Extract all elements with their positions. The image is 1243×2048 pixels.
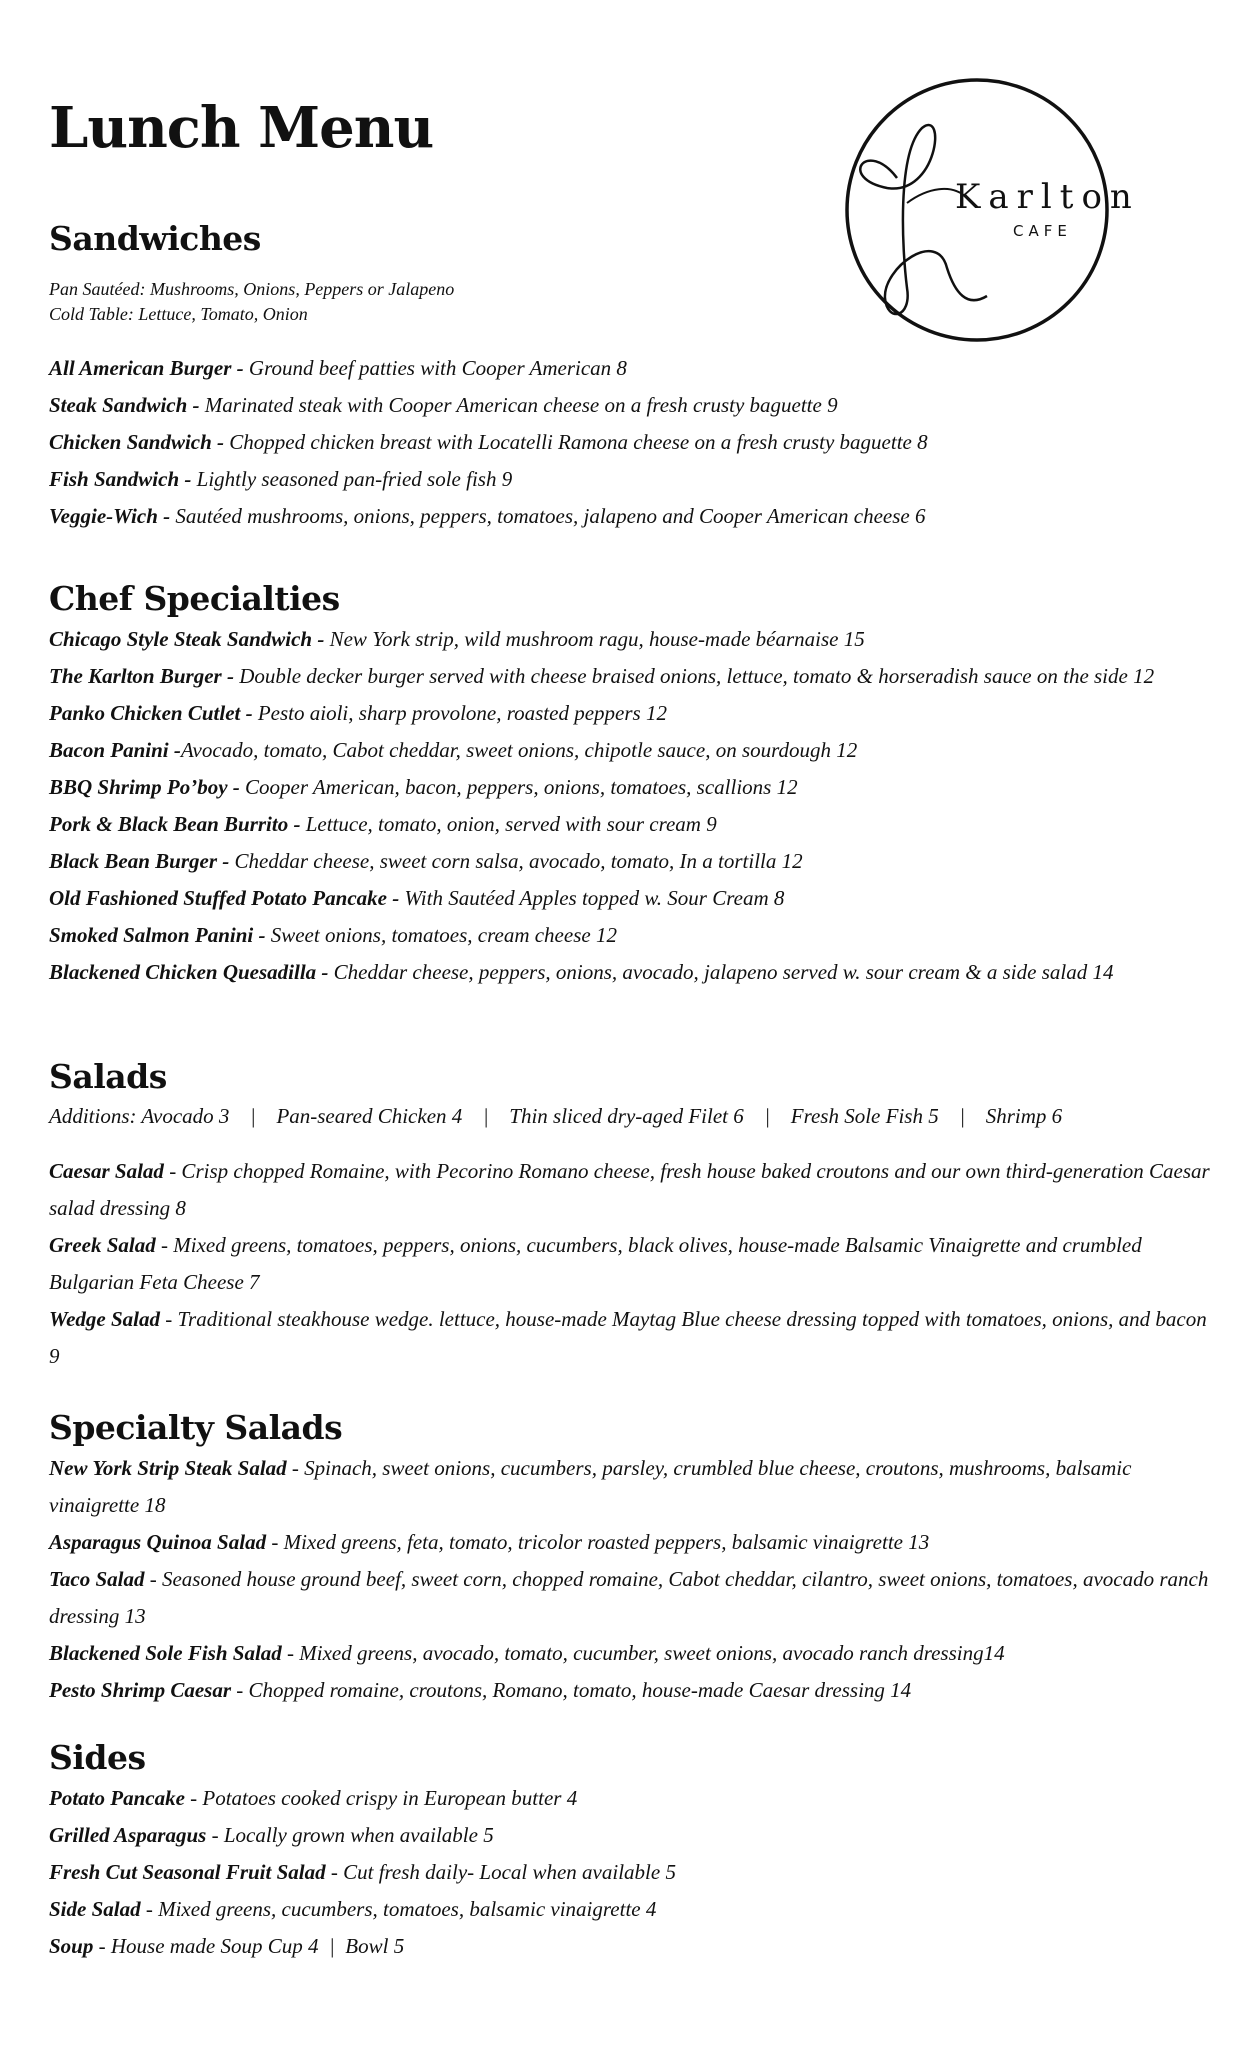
menu-item-name: Bacon Panini - (49, 738, 181, 762)
salads-list (49, 1153, 1219, 1375)
menu-item (49, 917, 1219, 954)
menu-item-description: Pesto aioli, sharp provolone, roasted peppers 12 (252, 701, 667, 725)
menu-item (49, 1227, 1219, 1301)
menu-item-name: Panko Chicken Cutlet - (49, 701, 253, 725)
menu-item (49, 658, 1219, 695)
menu-item-description: Avocado, tomato, Cabot cheddar, sweet onions, chipotle sauce, on sourdough 12 (180, 738, 858, 762)
menu-item-description: New York strip, wild mushroom ragu, house-made béarnaise 15 (324, 627, 865, 651)
menu-item (49, 1780, 1219, 1817)
menu-item (49, 387, 1219, 424)
menu-item-description: - Mixed greens, cucumbers, tomatoes, balsamic vinaigrette 4 (140, 1897, 657, 1921)
addition-item: Pan-seared Chicken 4 (276, 1104, 463, 1128)
menu-item-description: Ground beef patties with Cooper American 8 (243, 356, 627, 380)
section-heading-specialty-salads: Specialty Salads (49, 1408, 343, 1447)
menu-item (49, 1891, 1219, 1928)
menu-item-name: Pork & Black Bean Burrito - (49, 812, 301, 836)
menu-item-name: Blackened Chicken Quesadilla - (49, 960, 329, 984)
menu-item-name: Chicken Sandwich - (49, 430, 225, 454)
menu-item (49, 1301, 1219, 1375)
menu-item-name: Potato Pancake (49, 1786, 185, 1810)
menu-item (49, 954, 1219, 991)
specialty-salads-list (49, 1450, 1219, 1709)
menu-item-description: Lightly seasoned pan-fried sole fish 9 (191, 467, 513, 491)
section-heading-chef-specialties: Chef Specialties (49, 579, 340, 618)
menu-item-description: Sweet onions, tomatoes, cream cheese 12 (265, 923, 617, 947)
logo-sub: CAFE (1013, 222, 1072, 240)
menu-item (49, 880, 1219, 917)
menu-item-description: Cheddar cheese, sweet corn salsa, avocado, tomato, In a tortilla 12 (229, 849, 803, 873)
menu-item-description: - Mixed greens, feta, tomato, tricolor roasted peppers, balsamic vinaigrette 13 (266, 1530, 930, 1554)
menu-item (49, 1928, 1219, 1965)
addition-separator: | (482, 1104, 489, 1128)
addition-separator: | (764, 1104, 771, 1128)
menu-item-name: The Karlton Burger - (49, 664, 234, 688)
menu-item-name: Old Fashioned Stuffed Potato Pancake - (49, 886, 400, 910)
menu-item-name: Steak Sandwich - (49, 393, 200, 417)
menu-item-name: Asparagus Quinoa Salad (49, 1530, 267, 1554)
menu-item-description: - Locally grown when available 5 (206, 1823, 494, 1847)
logo-brand: Karlton (955, 177, 1140, 217)
menu-item-name: Black Bean Burger - (49, 849, 230, 873)
addition-separator: | (250, 1104, 256, 1128)
menu-item-description: - Mixed greens, tomatoes, peppers, onions, cucumbers, black olives, house-made Balsamic Vinaigrette and crumbled Bulgarian Feta Cheese 7 (49, 1233, 1142, 1294)
menu-item-description: Cooper American, bacon, peppers, onions, tomatoes, scallions 12 (239, 775, 798, 799)
menu-item-description: With Sautéed Apples topped w. Sour Cream 8 (399, 886, 785, 910)
menu-item-name: New York Strip Steak Salad (49, 1456, 287, 1480)
menu-item (49, 1524, 1219, 1561)
menu-item-description: - Mixed greens, avocado, tomato, cucumber, sweet onions, avocado ranch dressing14 (281, 1641, 1005, 1665)
chef-specialties-list (49, 621, 1219, 991)
menu-item-description: - Chopped romaine, croutons, Romano, tomato, house-made Caesar dressing 14 (231, 1678, 912, 1702)
menu-item-description: - Potatoes cooked crispy in European butter 4 (184, 1786, 578, 1810)
menu-item-description: - House made Soup Cup 4 | Bowl 5 (93, 1934, 405, 1958)
menu-item-name: Caesar Salad (49, 1159, 164, 1183)
section-heading-sandwiches: Sandwiches (49, 219, 261, 258)
menu-item-name: Pesto Shrimp Caesar (49, 1678, 232, 1702)
menu-item-description: - Spinach, sweet onions, cucumbers, parsley, crumbled blue cheese, croutons, mushrooms, balsamic vinaigrette 18 (49, 1456, 1132, 1517)
menu-item-name: Fresh Cut Seasonal Fruit Salad (49, 1860, 326, 1884)
menu-item-description: Sautéed mushrooms, onions, peppers, tomatoes, jalapeno and Cooper American cheese 6 (170, 504, 926, 528)
menu-item (49, 461, 1219, 498)
menu-item-name: Chicago Style Steak Sandwich - (49, 627, 325, 651)
addition-item: Thin sliced dry-aged Filet 6 (509, 1104, 744, 1128)
menu-item-description: - Seasoned house ground beef, sweet corn, chopped romaine, Cabot cheddar, cilantro, sweet onions, tomatoes, avocado ranch dressing 13 (49, 1567, 1209, 1628)
menu-item (49, 1450, 1219, 1524)
addition-separator: | (959, 1104, 966, 1128)
menu-item (49, 1817, 1219, 1854)
menu-item (49, 498, 1219, 535)
menu-item-name: Side Salad (49, 1897, 141, 1921)
menu-item-name: Grilled Asparagus (49, 1823, 207, 1847)
menu-item-name: Smoked Salmon Panini - (49, 923, 266, 947)
menu-item-description: - Traditional steakhouse wedge. lettuce, house-made Maytag Blue cheese dressing topped with tomatoes, onions, and bacon 9 (49, 1307, 1207, 1368)
menu-item-name: Fish Sandwich - (49, 467, 192, 491)
menu-item-name: Greek Salad (49, 1233, 156, 1257)
karlton-cafe-logo (827, 68, 1140, 348)
section-heading-sides: Sides (49, 1738, 146, 1777)
menu-item-description: Chopped chicken breast with Locatelli Ramona cheese on a fresh crusty baguette 8 (224, 430, 928, 454)
menu-item-name: Veggie-Wich - (49, 504, 171, 528)
menu-item-name: Taco Salad (49, 1567, 145, 1591)
menu-item-description: - Crisp chopped Romaine, with Pecorino Romano cheese, fresh house baked croutons and our own third-generation Caesar salad dressing 8 (49, 1159, 1210, 1220)
sandwich-note-cold: Cold Table: Lettuce, Tomato, Onion (49, 304, 308, 324)
menu-item-name: All American Burger - (49, 356, 244, 380)
menu-item-description: Marinated steak with Cooper American cheese on a fresh crusty baguette 9 (199, 393, 838, 417)
menu-item-name: BBQ Shrimp Po’boy - (49, 775, 240, 799)
section-heading-salads: Salads (49, 1057, 167, 1096)
sides-list (49, 1780, 1219, 1965)
addition-item: Additions: Avocado 3 (49, 1104, 230, 1128)
menu-item (49, 1635, 1219, 1672)
menu-item (49, 1672, 1219, 1709)
menu-item-name: Wedge Salad (49, 1307, 161, 1331)
menu-item (49, 806, 1219, 843)
menu-item-description: Lettuce, tomato, onion, served with sour cream 9 (300, 812, 717, 836)
addition-item: Shrimp 6 (985, 1104, 1063, 1128)
menu-item-description: Double decker burger served with cheese braised onions, lettuce, tomato & horseradish sauce on the side 12 (233, 664, 1155, 688)
menu-item-description: - Cut fresh daily- Local when available 5 (325, 1860, 676, 1884)
menu-item (49, 350, 1219, 387)
menu-item (49, 695, 1219, 732)
menu-item (49, 1561, 1219, 1635)
menu-item-description: Cheddar cheese, peppers, onions, avocado, jalapeno served w. sour cream & a side salad 14 (328, 960, 1114, 984)
salad-additions (49, 1101, 1062, 1131)
page-title: Lunch Menu (49, 95, 434, 161)
sandwich-note-pan: Pan Sautéed: Mushrooms, Onions, Peppers or Jalapeno (49, 279, 455, 299)
menu-item-name: Soup (49, 1934, 94, 1958)
menu-item-name: Blackened Sole Fish Salad (49, 1641, 282, 1665)
menu-item (49, 621, 1219, 658)
menu-item (49, 1153, 1219, 1227)
menu-item (49, 843, 1219, 880)
menu-item (49, 769, 1219, 806)
addition-item: Fresh Sole Fish 5 (790, 1104, 939, 1128)
menu-item (49, 732, 1219, 769)
menu-item (49, 1854, 1219, 1891)
sandwiches-list (49, 350, 1219, 535)
menu-item (49, 424, 1219, 461)
